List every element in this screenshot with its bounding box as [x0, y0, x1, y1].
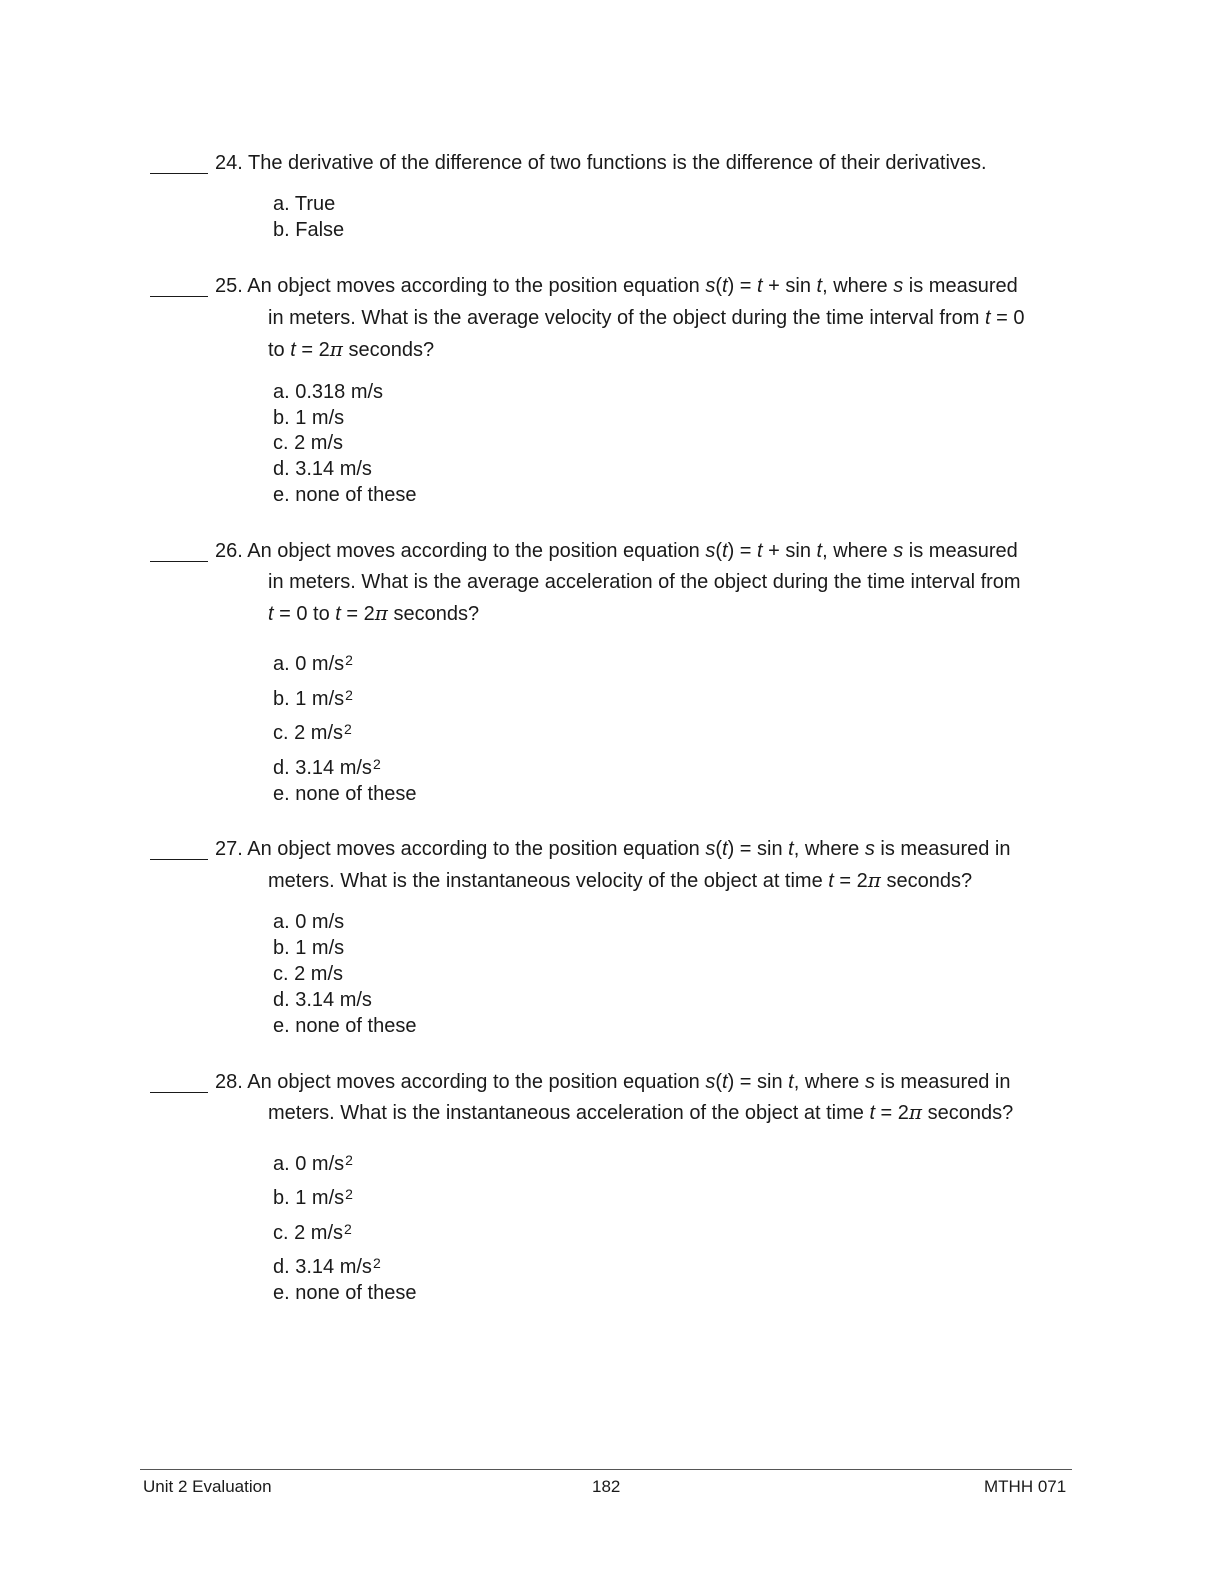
- option: c. 2 m/s: [273, 432, 344, 454]
- question-27-line-2: meters. What is the instantaneous velocity of the object at time t = 2π seconds?: [268, 868, 973, 892]
- question-24-text: 24. The derivative of the difference of two functions is the difference of their derivatives.: [215, 152, 987, 174]
- option: d. 3.14 $m/s^2$: [273, 1255, 381, 1278]
- answer-blank-27[interactable]: [150, 859, 208, 860]
- footer-right: MTHH 071: [984, 1477, 1067, 1496]
- question-25-line-1: 25. An object moves according to the position equation s(t) = t + sin t, where s is measured: [215, 275, 1018, 297]
- option: a. 0 m/s: [273, 911, 345, 933]
- question-26-line-1: 26. An object moves according to the position equation s(t) = t + sin t, where s is measured: [215, 540, 1018, 562]
- answer-blank-28[interactable]: [150, 1092, 208, 1093]
- question-28-line-1: 28. An object moves according to the position equation s(t) = sin t, where s is measured in: [215, 1071, 1011, 1093]
- option: c. 2 $m/s^2$: [273, 721, 352, 744]
- question-28-line-2: meters. What is the instantaneous acceleration of the object at time t = 2π seconds?: [268, 1100, 1014, 1124]
- option: b. 1 $m/s^2$: [273, 687, 353, 710]
- option: c. 2 $m/s^2$: [273, 1221, 352, 1244]
- footer-left: Unit 2 Evaluation: [143, 1477, 272, 1496]
- option: e. none of these: [273, 1282, 417, 1304]
- option: b. 1 m/s: [273, 937, 345, 959]
- question-27-line-1: 27. An object moves according to the position equation s(t) = sin t, where s is measured in: [215, 838, 1011, 860]
- option: a. 0 $m/s^2$: [273, 652, 353, 675]
- answer-blank-26[interactable]: [150, 561, 208, 562]
- option: a. 0 $m/s^2$: [273, 1152, 353, 1175]
- question-26-line-2: in meters. What is the average acceleration of the object during the time interval from: [268, 571, 1021, 593]
- option: a. 0.318 m/s: [273, 381, 384, 403]
- page-number: 182: [592, 1477, 621, 1496]
- answer-blank-24[interactable]: [150, 173, 208, 174]
- option: a. True: [273, 193, 336, 215]
- answer-blank-25[interactable]: [150, 296, 208, 297]
- option: c. 2 m/s: [273, 963, 344, 985]
- option: d. 3.14 $m/s^2$: [273, 756, 381, 779]
- option: e. none of these: [273, 1015, 417, 1037]
- option: e. none of these: [273, 783, 417, 805]
- question-25-line-3: to t = 2π seconds?: [268, 337, 435, 361]
- question-25-line-2: in meters. What is the average velocity of the object during the time interval from t = 0: [268, 307, 1025, 329]
- option: b. False: [273, 219, 345, 241]
- option: e. none of these: [273, 484, 417, 506]
- footer-divider: [140, 1469, 1072, 1470]
- option: b. 1 m/s: [273, 407, 345, 429]
- option: d. 3.14 m/s: [273, 989, 372, 1011]
- option: b. 1 $m/s^2$: [273, 1186, 353, 1209]
- option: d. 3.14 m/s: [273, 458, 372, 480]
- question-26-line-3: t = 0 to t = 2π seconds?: [268, 601, 480, 625]
